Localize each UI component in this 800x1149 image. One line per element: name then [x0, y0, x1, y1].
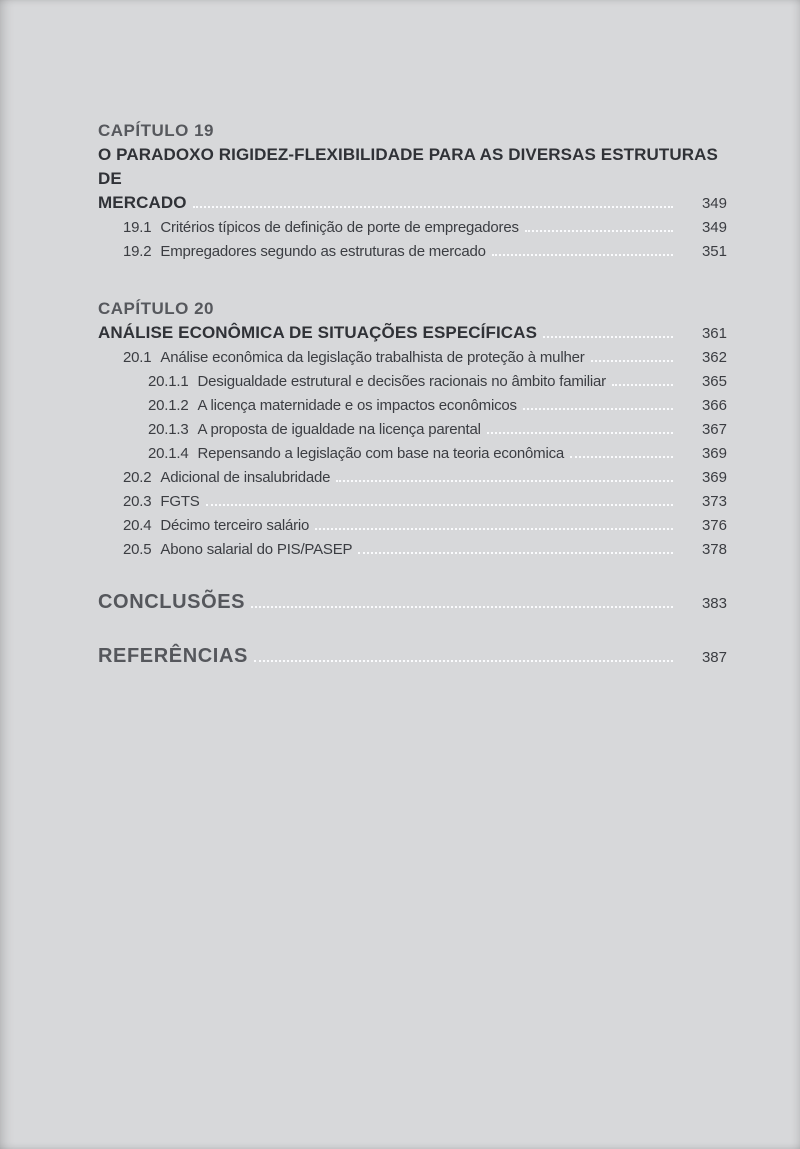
toc-entry [98, 346, 727, 370]
backmatter-row [98, 588, 727, 618]
entry-number: 20.1.1 [148, 373, 189, 390]
dot-leader [358, 552, 673, 554]
chapter-label: CAPÍTULO 19 [98, 121, 215, 140]
toc-backmatter-section [98, 642, 727, 672]
page-number: 378 [701, 541, 727, 558]
entry-title: Repensando a legislação com base na teoria econômica [197, 445, 565, 462]
entry-title: Critérios típicos de definição de porte de empregadores [160, 219, 519, 236]
toc-chapter-section [98, 119, 727, 264]
entry-number: 20.1 [123, 349, 152, 366]
page-number: 351 [701, 243, 727, 260]
page-number: 373 [701, 493, 727, 510]
toc-entry [98, 418, 727, 442]
page-number: 369 [701, 469, 727, 486]
dot-leader [487, 432, 673, 434]
entry-number: 20.4 [123, 517, 152, 534]
toc-entry [98, 370, 727, 394]
toc-entry [98, 394, 727, 418]
toc-entry [98, 466, 727, 490]
toc-entry [98, 490, 727, 514]
page-number: 366 [701, 397, 727, 414]
entry-title: Empregadores segundo as estruturas de mercado [160, 243, 486, 260]
entry-title: Abono salarial do PIS/PASEP [160, 541, 353, 558]
backmatter-title: CONCLUSÕES [98, 591, 246, 613]
chapter-title-text: ANÁLISE ECONÔMICA DE SITUAÇÕES ESPECÍFICAS [98, 323, 538, 342]
toc-entry [98, 442, 727, 466]
entry-number: 20.3 [123, 493, 152, 510]
dot-leader [570, 456, 673, 458]
page-number: 349 [701, 195, 727, 212]
page-number: 349 [701, 219, 727, 236]
page-number: 387 [701, 649, 727, 666]
dot-leader [492, 254, 673, 256]
toc-content [98, 0, 727, 672]
chapter-label: CAPÍTULO 20 [98, 299, 215, 318]
dot-leader [525, 230, 673, 232]
dot-leader [315, 528, 673, 530]
page-number: 369 [701, 445, 727, 462]
dot-leader [523, 408, 673, 410]
entry-number: 20.1.2 [148, 397, 189, 414]
dot-leader [543, 336, 673, 338]
toc-entry [98, 240, 727, 264]
entry-title: A licença maternidade e os impactos econômicos [197, 397, 517, 414]
dot-leader [336, 480, 673, 482]
page-number: 367 [701, 421, 727, 438]
entry-number: 20.5 [123, 541, 152, 558]
entry-number: 19.1 [123, 219, 152, 236]
toc-chapter-section [98, 297, 727, 562]
toc-entry [98, 216, 727, 240]
chapter-title-row [98, 191, 727, 216]
entry-title: Desigualdade estrutural e decisões racionais no âmbito familiar [197, 373, 606, 390]
entry-title: Análise econômica da legislação trabalhista de proteção à mulher [160, 349, 585, 366]
backmatter-title: REFERÊNCIAS [98, 645, 248, 667]
page-number: 362 [701, 349, 727, 366]
entry-title: Adicional de insalubridade [160, 469, 331, 486]
page-number: 365 [701, 373, 727, 390]
chapter-title-line: O PARADOXO RIGIDEZ-FLEXIBILIDADE PARA AS DIVERSAS ESTRUTURAS DE [98, 145, 718, 188]
entry-number: 20.1.4 [148, 445, 189, 462]
backmatter-row [98, 642, 727, 672]
entry-number: 20.1.3 [148, 421, 189, 438]
page-number: 383 [701, 595, 727, 612]
entry-title: FGTS [160, 493, 200, 510]
toc-entry [98, 538, 727, 562]
toc-backmatter-section [98, 588, 727, 618]
entry-title: A proposta de igualdade na licença parental [197, 421, 481, 438]
dot-leader [591, 360, 673, 362]
chapter-title-text: MERCADO [98, 193, 187, 212]
dot-leader [254, 660, 673, 662]
dot-leader [251, 606, 673, 608]
chapter-title-row [98, 321, 727, 346]
dot-leader [612, 384, 673, 386]
entry-title: Décimo terceiro salário [160, 517, 310, 534]
page-number: 376 [701, 517, 727, 534]
entry-number: 19.2 [123, 243, 152, 260]
entry-number: 20.2 [123, 469, 152, 486]
dot-leader [206, 504, 673, 506]
toc-entry [98, 514, 727, 538]
dot-leader [193, 206, 673, 208]
page-number: 361 [701, 325, 727, 342]
